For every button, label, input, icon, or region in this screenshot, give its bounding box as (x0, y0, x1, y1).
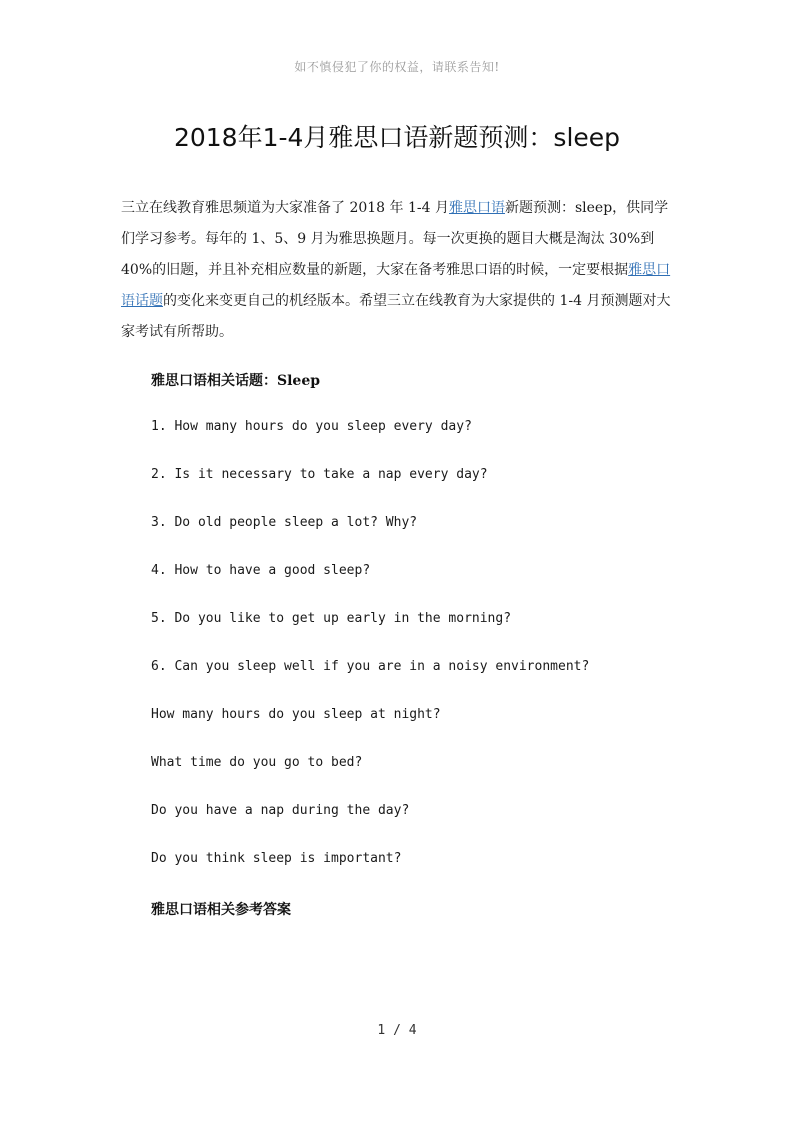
question-item: 3. Do old people sleep a lot? Why? (151, 515, 418, 530)
topic-heading: 雅思口语相关话题：Sleep (151, 373, 321, 389)
intro-paragraph (121, 193, 681, 348)
document-title: 2018年1-4月雅思口语新题预测：sleep (173, 123, 621, 152)
link-ielts-speaking[interactable]: 雅思口语 (448, 200, 505, 216)
intro-text-1: 三立在线教育雅思频道为大家准备了 2018 年 1-4 月 (121, 200, 449, 216)
question-item: 1. How many hours do you sleep every day? (151, 419, 472, 434)
question-item: 4. How to have a good sleep? (151, 563, 371, 578)
watermark-text: 如不慎侵犯了你的权益，请联系告知! (294, 60, 500, 74)
question-item: 6. Can you sleep well if you are in a noisy environment? (151, 659, 590, 674)
question-item: 5. Do you like to get up early in the morning? (151, 611, 512, 626)
question-item: 2. Is it necessary to take a nap every day? (151, 467, 488, 482)
question-item: Do you have a nap during the day? (151, 803, 410, 818)
question-item: How many hours do you sleep at night? (151, 707, 441, 722)
answers-heading: 雅思口语相关参考答案 (151, 902, 291, 918)
intro-text-3: 的变化来变更自己的机经版本。希望三立在线教育为大家提供的 1-4 月预测题对大家考试有所帮助。 (121, 293, 671, 340)
link-ielts-speaking-topics[interactable]: 雅思口语话题 (121, 262, 671, 309)
intro-text-2: 新题预测：sleep，供同学们学习参考。每年的 1、5、9 月为雅思换题月。每一次更换的题目大概是淘汰 30%到 40%的旧题，并且补充相应数量的新题，大家在备考雅思口语的时候，一定要根据 (121, 200, 669, 278)
page-number: 1 / 4 (377, 1023, 417, 1038)
question-item: What time do you go to bed? (151, 755, 363, 770)
question-item: Do you think sleep is important? (151, 851, 402, 866)
